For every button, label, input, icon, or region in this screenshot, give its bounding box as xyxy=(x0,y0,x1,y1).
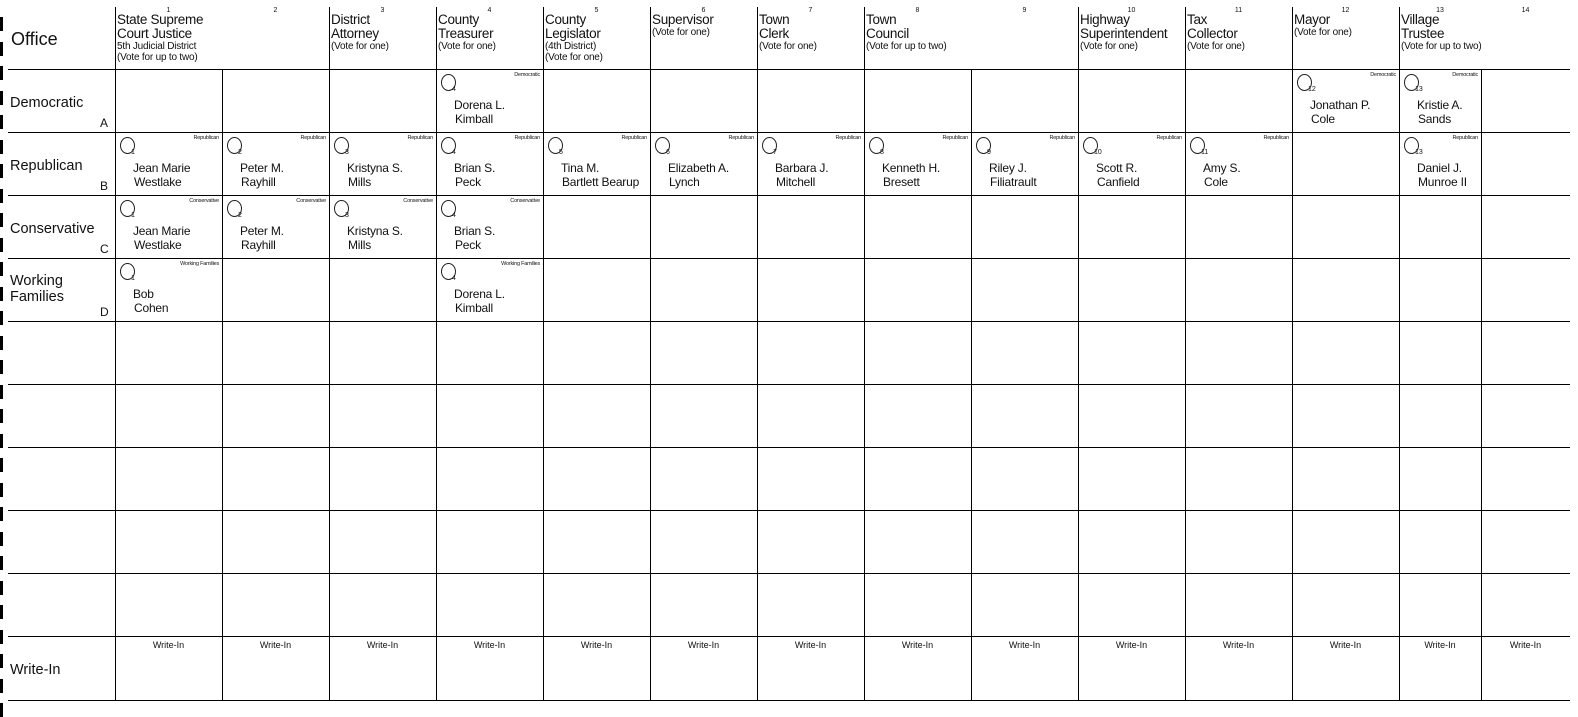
candidate-column-number: 6 xyxy=(666,149,670,156)
candidate-last-name: Mitchell xyxy=(776,175,816,189)
office-instructions: (Vote for one) xyxy=(438,41,496,52)
office-title: Treasurer xyxy=(438,26,494,41)
candidate-cell[interactable] xyxy=(436,195,543,258)
party-row-label xyxy=(10,221,95,237)
grid-vline xyxy=(1078,7,1079,700)
grid-hline xyxy=(8,636,1570,637)
office-instructions: 5th Judicial District xyxy=(117,41,197,52)
office-title: Superintendent xyxy=(1080,26,1168,41)
grid-vline xyxy=(864,7,865,700)
candidate-cell[interactable] xyxy=(543,132,650,195)
party-row-label xyxy=(10,95,83,111)
column-number: 10 xyxy=(1127,7,1136,14)
candidate-cell[interactable] xyxy=(1399,69,1481,132)
candidate-column-number: 8 xyxy=(880,149,884,156)
party-name-line: Democratic xyxy=(10,95,84,111)
column-number: 6 xyxy=(701,7,706,14)
party-name-line: Republican xyxy=(10,158,83,174)
office-title: Clerk xyxy=(759,26,790,41)
office-title: County xyxy=(545,12,586,27)
candidate-first-name: Kristyna S. xyxy=(347,161,403,175)
office-header xyxy=(438,13,496,52)
candidate-cell[interactable] xyxy=(864,132,971,195)
column-number: 7 xyxy=(808,7,813,14)
candidate-first-name: Kenneth H. xyxy=(882,161,941,175)
candidate-party-tag: Conservative xyxy=(510,198,540,204)
office-instructions: (Vote for one) xyxy=(759,41,817,52)
alignment-tick xyxy=(0,458,3,472)
candidate-party-tag: Republican xyxy=(621,135,647,141)
alignment-tick xyxy=(0,654,3,668)
candidate-last-name: Lynch xyxy=(669,175,700,189)
write-in-cell[interactable]: Write-In xyxy=(1329,640,1362,650)
candidate-column-number: 3 xyxy=(345,212,349,219)
office-title: Collector xyxy=(1187,26,1238,41)
candidate-column-number: 4 xyxy=(452,275,456,282)
candidate-cell[interactable] xyxy=(1292,69,1399,132)
office-title: County xyxy=(438,12,479,27)
alignment-tick xyxy=(0,532,3,546)
candidate-cell[interactable] xyxy=(1078,132,1185,195)
alignment-tick xyxy=(0,238,3,252)
column-number: 14 xyxy=(1521,7,1530,14)
alignment-tick xyxy=(0,336,3,350)
candidate-cell[interactable] xyxy=(115,258,222,321)
candidate-party-tag: Democratic xyxy=(514,72,540,78)
candidate-first-name: Jean Marie xyxy=(133,224,191,238)
candidate-column-number: 4 xyxy=(452,86,456,93)
candidate-last-name: Mills xyxy=(348,175,371,189)
candidate-first-name: Barbara J. xyxy=(775,161,829,175)
candidate-last-name: Cohen xyxy=(134,301,169,315)
candidate-cell[interactable] xyxy=(329,132,436,195)
candidate-cell[interactable] xyxy=(222,195,329,258)
party-row-label xyxy=(10,158,83,174)
write-in-cell[interactable]: Write-In xyxy=(366,640,399,650)
column-number: 3 xyxy=(380,7,385,14)
candidate-last-name: Mills xyxy=(348,238,371,252)
alignment-tick xyxy=(0,360,3,374)
candidate-last-name: Canfield xyxy=(1097,175,1140,189)
write-in-cell[interactable]: Write-In xyxy=(687,640,720,650)
office-title: Court Justice xyxy=(117,26,192,41)
office-title: Town xyxy=(866,12,897,27)
alignment-tick xyxy=(0,483,3,497)
candidate-first-name: Bob xyxy=(133,287,154,301)
write-in-cell[interactable]: Write-In xyxy=(901,640,934,650)
alignment-tick xyxy=(0,409,3,423)
office-title: Legislator xyxy=(545,26,601,41)
candidate-column-number: 13 xyxy=(1415,86,1423,93)
candidate-party-tag: Conservative xyxy=(403,198,433,204)
party-row-letter: B xyxy=(100,179,109,193)
office-header-label: Office xyxy=(11,29,58,49)
alignment-tick xyxy=(0,605,3,619)
office-header xyxy=(331,13,389,52)
candidate-party-tag: Republican xyxy=(407,135,433,141)
office-instructions: (Vote for up to two) xyxy=(1401,41,1482,52)
write-in-cell[interactable]: Write-In xyxy=(473,640,506,650)
candidate-last-name: Cole xyxy=(1311,112,1335,126)
write-in-cell[interactable]: Write-In xyxy=(1509,640,1542,650)
grid-hline xyxy=(8,384,1570,385)
alignment-tick xyxy=(0,311,3,325)
candidate-party-tag: Conservative xyxy=(189,198,219,204)
party-row-letter: A xyxy=(100,116,109,130)
candidate-party-tag: Republican xyxy=(1263,135,1289,141)
party-row-letter: C xyxy=(100,242,109,256)
candidate-cell[interactable] xyxy=(436,69,543,132)
grid-vline xyxy=(757,7,758,700)
candidate-last-name: Bresett xyxy=(883,175,920,189)
column-number: 12 xyxy=(1341,7,1350,14)
office-header xyxy=(866,13,947,52)
office-instructions: (Vote for up to two) xyxy=(117,52,198,63)
candidate-column-number: 12 xyxy=(1308,86,1316,93)
candidate-cell[interactable] xyxy=(971,132,1078,195)
party-name-line: Working xyxy=(10,273,63,289)
office-title: Tax xyxy=(1187,12,1208,27)
candidate-column-number: 1 xyxy=(131,275,135,282)
write-in-row-label: Write-In xyxy=(10,662,61,678)
candidate-last-name: Westlake xyxy=(134,238,182,252)
candidate-cell[interactable] xyxy=(1185,132,1292,195)
candidate-column-number: 10 xyxy=(1094,149,1102,156)
write-in-cell[interactable]: Write-In xyxy=(1222,640,1255,650)
candidate-first-name: Jonathan P. xyxy=(1310,98,1371,112)
office-title: Mayor xyxy=(1294,12,1331,27)
write-in-cell[interactable]: Write-In xyxy=(152,640,185,650)
candidate-cell[interactable] xyxy=(115,195,222,258)
office-instructions: (4th District) xyxy=(545,41,597,52)
alignment-tick xyxy=(0,434,3,448)
column-number: 2 xyxy=(273,7,278,14)
candidate-last-name: Kimball xyxy=(455,301,493,315)
grid-hline xyxy=(8,447,1570,448)
grid-hline xyxy=(8,321,1570,322)
office-instructions: (Vote for one) xyxy=(1080,41,1138,52)
candidate-column-number: 1 xyxy=(131,149,135,156)
alignment-tick xyxy=(0,703,3,717)
candidate-last-name: Rayhill xyxy=(241,175,276,189)
office-header xyxy=(759,13,817,52)
candidate-last-name: Westlake xyxy=(134,175,182,189)
office-title: Highway xyxy=(1080,12,1130,27)
office-header xyxy=(1401,13,1482,52)
candidate-last-name: Munroe II xyxy=(1418,175,1467,189)
alignment-tick xyxy=(0,679,3,693)
alignment-tick xyxy=(0,630,3,644)
alignment-tick xyxy=(0,91,3,105)
column-number: 11 xyxy=(1234,7,1243,14)
candidate-first-name: Riley J. xyxy=(989,161,1027,175)
grid-vline xyxy=(543,7,544,700)
candidate-party-tag: Republican xyxy=(193,135,219,141)
alignment-tick xyxy=(0,287,3,301)
candidate-column-number: 7 xyxy=(773,149,777,156)
alignment-tick xyxy=(0,140,3,154)
candidate-first-name: Amy S. xyxy=(1203,161,1241,175)
candidate-cell[interactable] xyxy=(1399,132,1481,195)
office-header xyxy=(117,13,203,63)
candidate-first-name: Kristyna S. xyxy=(347,224,403,238)
party-row-letter: D xyxy=(100,305,109,319)
candidate-first-name: Brian S. xyxy=(454,161,496,175)
candidate-party-tag: Republican xyxy=(1156,135,1182,141)
candidate-party-tag: Working Families xyxy=(180,261,219,267)
candidate-column-number: 5 xyxy=(559,149,563,156)
office-header xyxy=(1187,13,1245,52)
candidate-first-name: Peter M. xyxy=(240,224,284,238)
candidate-last-name: Peck xyxy=(455,238,481,252)
candidate-cell[interactable] xyxy=(436,132,543,195)
alignment-tick xyxy=(0,42,3,56)
write-in-cell[interactable]: Write-In xyxy=(259,640,292,650)
candidate-party-tag: Republican xyxy=(300,135,326,141)
alignment-tick xyxy=(0,115,3,129)
candidate-column-number: 2 xyxy=(238,212,242,219)
grid-hline xyxy=(8,573,1570,574)
ballot-grid xyxy=(8,7,1570,701)
candidate-column-number: 2 xyxy=(238,149,242,156)
office-title: Attorney xyxy=(331,26,379,41)
candidate-first-name: Tina M. xyxy=(561,161,600,175)
write-in-cell[interactable]: Write-In xyxy=(1115,640,1148,650)
candidate-column-number: 1 xyxy=(131,212,135,219)
office-title: Town xyxy=(759,12,790,27)
alignment-tick xyxy=(0,581,3,595)
candidate-party-tag: Democratic xyxy=(1370,72,1396,78)
candidate-last-name: Sands xyxy=(1418,112,1452,126)
column-number: 9 xyxy=(1022,7,1027,14)
candidate-last-name: Peck xyxy=(455,175,481,189)
candidate-cell[interactable] xyxy=(329,195,436,258)
office-header xyxy=(1294,13,1352,38)
candidate-first-name: Dorena L. xyxy=(454,287,505,301)
candidate-column-number: 13 xyxy=(1415,149,1423,156)
candidate-cell[interactable] xyxy=(115,132,222,195)
candidate-party-tag: Conservative xyxy=(296,198,326,204)
write-in-cell[interactable]: Write-In xyxy=(1008,640,1041,650)
candidate-first-name: Brian S. xyxy=(454,224,496,238)
office-header xyxy=(545,13,603,63)
grid-vline xyxy=(329,7,330,700)
candidate-party-tag: Republican xyxy=(1452,135,1478,141)
office-header xyxy=(652,13,714,38)
candidate-last-name: Filiatrault xyxy=(990,175,1037,189)
candidate-first-name: Peter M. xyxy=(240,161,284,175)
alignment-tick xyxy=(0,262,3,276)
candidate-column-number: 4 xyxy=(452,212,456,219)
candidate-party-tag: Republican xyxy=(835,135,861,141)
grid-vline xyxy=(115,7,116,700)
alignment-tick xyxy=(0,189,3,203)
office-title: Village xyxy=(1401,12,1440,27)
column-number: 8 xyxy=(915,7,920,14)
write-in-cell[interactable]: Write-In xyxy=(1424,640,1456,650)
candidate-last-name: Cole xyxy=(1204,175,1228,189)
alignment-tick xyxy=(0,213,3,227)
candidate-first-name: Dorena L. xyxy=(454,98,505,112)
candidate-column-number: 3 xyxy=(345,149,349,156)
grid-vline xyxy=(650,7,651,700)
office-title: Council xyxy=(866,26,909,41)
candidate-first-name: Jean Marie xyxy=(133,161,191,175)
candidate-party-tag: Republican xyxy=(514,135,540,141)
alignment-tick xyxy=(0,556,3,570)
candidate-party-tag: Working Families xyxy=(501,261,540,267)
candidate-first-name: Kristie A. xyxy=(1417,98,1463,112)
alignment-tick xyxy=(0,385,3,399)
candidate-cell[interactable] xyxy=(436,258,543,321)
candidate-first-name: Daniel J. xyxy=(1417,161,1462,175)
alignment-tick xyxy=(0,164,3,178)
grid-hline xyxy=(8,510,1570,511)
column-number: 5 xyxy=(594,7,599,14)
grid-vline xyxy=(1185,7,1186,700)
office-title: Trustee xyxy=(1401,26,1445,41)
office-instructions: (Vote for one) xyxy=(331,41,389,52)
candidate-cell[interactable] xyxy=(650,132,757,195)
candidate-last-name: Kimball xyxy=(455,112,493,126)
candidate-party-tag: Republican xyxy=(942,135,968,141)
column-number: 4 xyxy=(487,7,492,14)
alignment-tick xyxy=(0,17,3,31)
candidate-first-name: Elizabeth A. xyxy=(668,161,729,175)
alignment-tick xyxy=(0,507,3,521)
column-number: 13 xyxy=(1436,7,1444,14)
office-instructions: (Vote for one) xyxy=(545,52,603,63)
office-instructions: (Vote for one) xyxy=(652,27,710,38)
candidate-first-name: Scott R. xyxy=(1096,161,1138,175)
candidate-party-tag: Republican xyxy=(1049,135,1075,141)
candidate-last-name: Rayhill xyxy=(241,238,276,252)
grid-hline xyxy=(8,258,1570,259)
party-row-label xyxy=(10,273,64,305)
candidate-party-tag: Republican xyxy=(728,135,754,141)
office-header xyxy=(1080,13,1167,52)
candidate-column-number: 11 xyxy=(1201,149,1209,156)
candidate-party-tag: Democratic xyxy=(1452,72,1478,78)
party-name-line: Families xyxy=(10,289,64,305)
office-title: State Supreme xyxy=(117,12,204,27)
column-number: 1 xyxy=(166,7,171,14)
office-instructions: (Vote for one) xyxy=(1187,41,1245,52)
candidate-last-name: Bartlett Bearup xyxy=(562,175,640,189)
office-instructions: (Vote for one) xyxy=(1294,27,1352,38)
write-in-cell[interactable]: Write-In xyxy=(580,640,613,650)
candidate-cell[interactable] xyxy=(222,132,329,195)
candidate-cell[interactable] xyxy=(757,132,864,195)
alignment-tick xyxy=(0,66,3,80)
party-name-line: Conservative xyxy=(10,221,95,237)
office-title: District xyxy=(331,12,370,27)
candidate-column-number: 4 xyxy=(452,149,456,156)
office-title: Supervisor xyxy=(652,12,714,27)
write-in-cell[interactable]: Write-In xyxy=(794,640,827,650)
candidate-column-number: 9 xyxy=(987,149,991,156)
office-instructions: (Vote for up to two) xyxy=(866,41,947,52)
